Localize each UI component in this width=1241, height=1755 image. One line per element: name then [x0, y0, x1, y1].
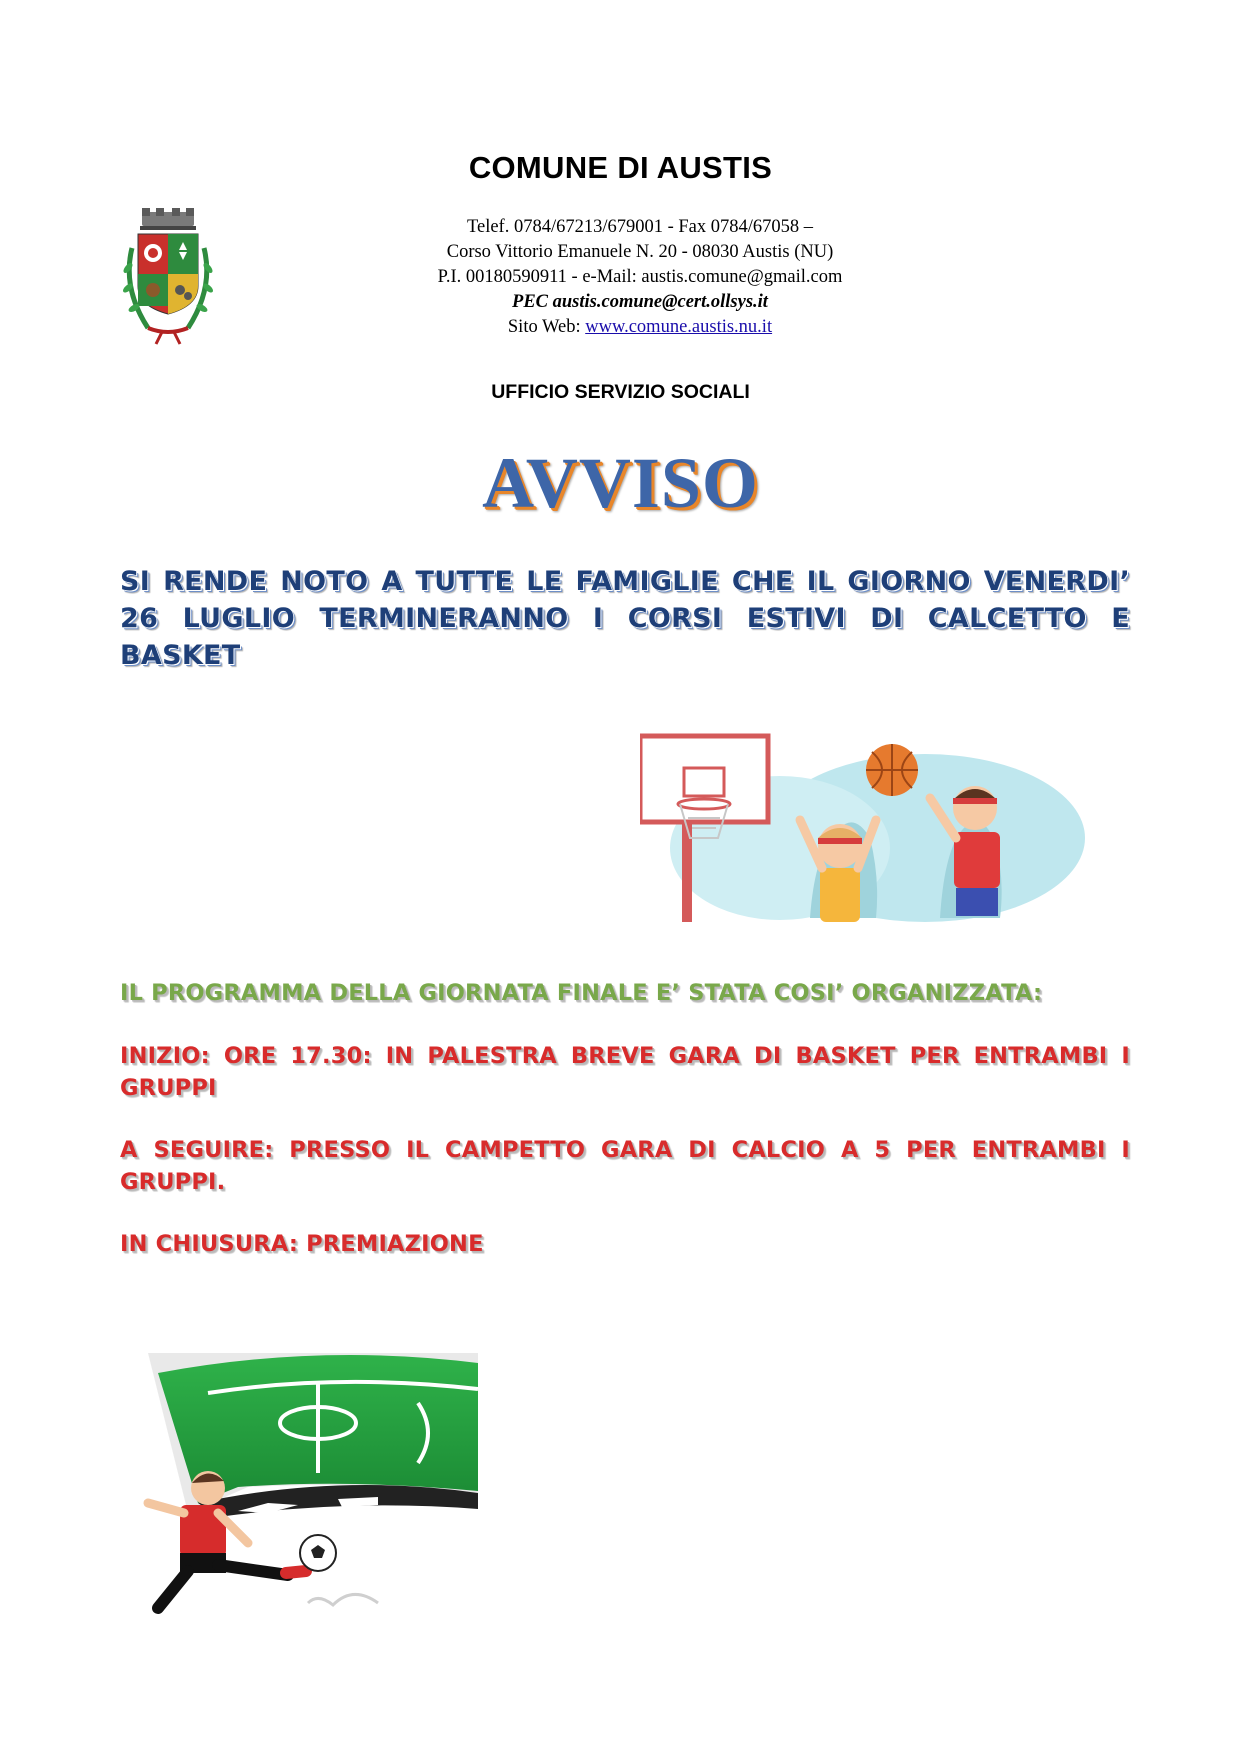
- program-title: IL PROGRAMMA DELLA GIORNATA FINALE E’ STATA COSI’ ORGANIZZATA:: [120, 980, 1043, 1006]
- notice-heading: AVVISO: [482, 443, 759, 523]
- program-item-next: A SEGUIRE: PRESSO IL CAMPETTO GARA DI CALCIO A 5 PER ENTRAMBI I GRUPPI.: [120, 1137, 1130, 1195]
- program-item-start: INIZIO: ORE 17.30: IN PALESTRA BREVE GARA DI BASKET PER ENTRAMBI I GRUPPI: [120, 1043, 1130, 1101]
- contact-vat-email: P.I. 00180590911 - e-Mail: austis.comune@gmail.com: [437, 267, 843, 287]
- website-label: Sito Web:: [507, 317, 586, 337]
- notice-text: SI RENDE NOTO A TUTTE LE FAMIGLIE CHE IL GIORNO VENERDI’ 26 LUGLIO TERMINERANNO I CORSI ESTIVI DI CALCETTO E BASKET: [120, 566, 1130, 671]
- program-item-closing: IN CHIUSURA: PREMIAZIONE: [120, 1231, 484, 1257]
- contact-pec: PEC austis.comune@cert.ollsys.it: [512, 292, 768, 312]
- contact-block: [380, 215, 900, 340]
- soccer-illustration: [118, 1353, 478, 1615]
- contact-phone-fax: Telef. 0784/67213/679001 - Fax 0784/67058 –: [466, 217, 814, 237]
- coat-of-arms-logo: [118, 208, 218, 346]
- municipality-title: COMUNE DI AUSTIS: [468, 150, 773, 185]
- basketball-illustration: [640, 728, 1090, 924]
- contact-address: Corso Vittorio Emanuele N. 20 - 08030 Austis (NU): [446, 242, 834, 262]
- office-name: UFFICIO SERVIZIO SOCIALI: [491, 381, 750, 403]
- contact-website: [380, 315, 900, 340]
- website-link[interactable]: www.comune.austis.nu.it: [585, 317, 773, 337]
